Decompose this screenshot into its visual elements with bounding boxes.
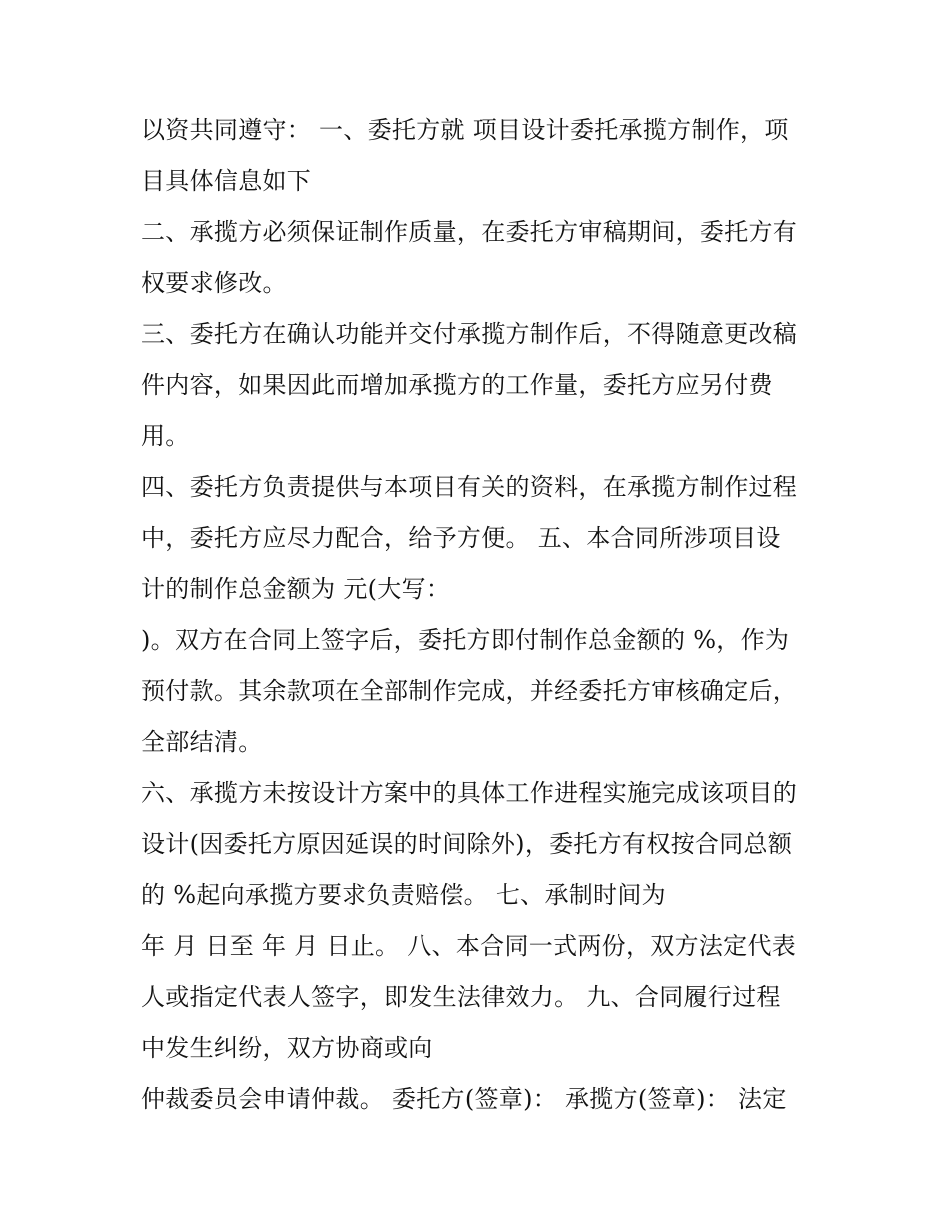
text-line: 全部结清。 (141, 728, 263, 756)
text-line: 的 %起向承揽方要求负责赔偿。 七、承制时间为 (141, 881, 666, 909)
text-line: 计的制作总金额为 元(大写： (141, 575, 451, 603)
text-line: 三、委托方在确认功能并交付承揽方制作后，不得随意更改稿 (141, 320, 798, 348)
text-line: 目具体信息如下 (141, 167, 312, 195)
text-line: 设计(因委托方原因延误的时间除外)，委托方有权按合同总额 (141, 830, 793, 858)
text-line: 中，委托方应尽力配合，给予方便。 五、本合同所涉项目设 (141, 524, 781, 552)
text-line: 二、承揽方必须保证制作质量，在委托方审稿期间，委托方有 (141, 218, 798, 246)
text-line: 仲裁委员会申请仲裁。 委托方(签章)： 承揽方(签章)： 法定 (141, 1085, 787, 1113)
text-line: 件内容，如果因此而增加承揽方的工作量，委托方应另付费 (141, 371, 773, 399)
text-line: 人或指定代表人签字，即发生法律效力。 九、合同履行过程 (141, 983, 781, 1011)
text-line: 预付款。其余款项在全部制作完成，并经委托方审核确定后， (141, 677, 798, 705)
text-line: 六、承揽方未按设计方案中的具体工作进程实施完成该项目的 (141, 779, 798, 807)
text-line: )。双方在合同上签字后，委托方即付制作总金额的 %，作为 (141, 626, 790, 654)
contract-text (141, 110, 831, 1130)
text-line: 权要求修改。 (141, 269, 287, 297)
text-line: 用。 (141, 422, 190, 450)
text-line: 以资共同遵守： 一、委托方就 项目设计委托承揽方制作，项 (141, 116, 789, 144)
text-line: 四、委托方负责提供与本项目有关的资料，在承揽方制作过程 (141, 473, 798, 501)
text-line: 中发生纠纷，双方协商或向 (141, 1034, 433, 1062)
text-line: 年 月 日至 年 月 日止。 八、本合同一式两份，双方法定代表 (141, 932, 797, 960)
